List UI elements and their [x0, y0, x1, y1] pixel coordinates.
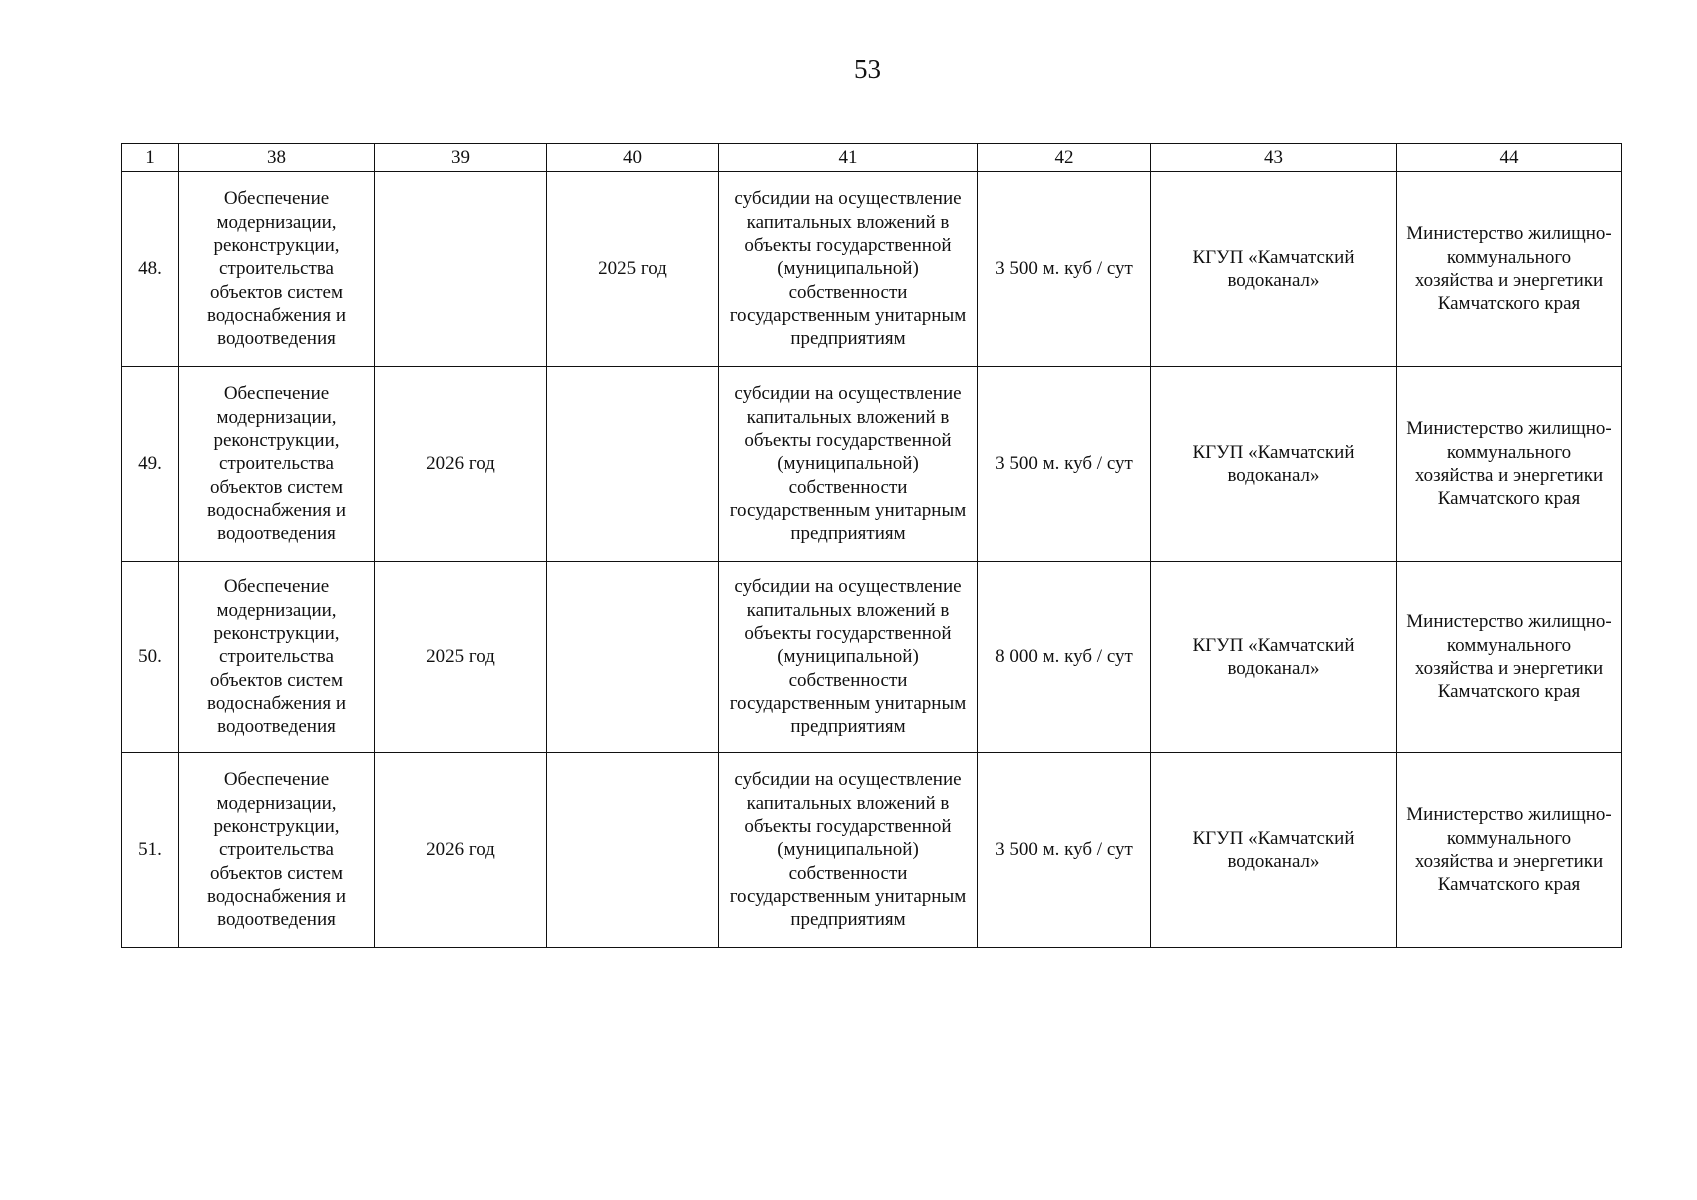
row-number: 48.: [122, 172, 179, 367]
year-39-cell: [375, 172, 547, 367]
recipient-cell: [1151, 753, 1397, 948]
year-40-cell: [547, 753, 719, 948]
goal-cell: [179, 172, 375, 367]
column-header: 1: [122, 144, 179, 172]
row-number: 51.: [122, 753, 179, 948]
program-table: [121, 143, 1622, 948]
goal-cell: [179, 562, 375, 753]
column-header: 38: [179, 144, 375, 172]
year-40-cell: [547, 562, 719, 753]
ministry-cell: [1397, 753, 1622, 948]
column-header: 44: [1397, 144, 1622, 172]
row-number: 49.: [122, 367, 179, 562]
goal-text: Обеспечение модернизации, реконструкции, строительства объектов систем водоснабжения и водоотведения: [207, 769, 346, 931]
column-header: 39: [375, 144, 547, 172]
capacity-cell: 8 000 м. куб / сут: [978, 562, 1151, 753]
year-39-cell: 2025 год: [375, 562, 547, 753]
row-number: 50.: [122, 562, 179, 753]
capacity-cell: 3 500 м. куб / сут: [978, 753, 1151, 948]
capacity-cell: 3 500 м. куб / сут: [978, 172, 1151, 367]
ministry-cell: [1397, 562, 1622, 753]
subsidy-cell: [719, 367, 978, 562]
goal-text: Обеспечение модернизации, реконструкции, строительства объектов систем водоснабжения и водоотведения: [207, 383, 346, 545]
year-40-cell: [547, 367, 719, 562]
table-header-row: [122, 144, 1622, 172]
subsidy-text: субсидии на осуществление капитальных вложений в объекты государственной (муниципальной) собственности государственным унитарным предприятиям: [729, 383, 967, 545]
table-row: [122, 172, 1622, 367]
table-row: [122, 367, 1622, 562]
recipient-text: КГУП «Камчатский водоканал»: [1192, 634, 1355, 679]
table-row: [122, 753, 1622, 948]
recipient-text: КГУП «Камчатский водоканал»: [1192, 441, 1355, 486]
page-number: 53: [854, 54, 881, 84]
year-40-cell: 2025 год: [547, 172, 719, 367]
ministry-text: Министерство жилищно- коммунального хозяйства и энергетики Камчатского края: [1406, 611, 1612, 703]
subsidy-text: субсидии на осуществление капитальных вложений в объекты государственной (муниципальной) собственности государственным унитарным предприятиям: [729, 769, 967, 931]
capacity-cell: 3 500 м. куб / сут: [978, 367, 1151, 562]
recipient-cell: [1151, 172, 1397, 367]
column-header: 40: [547, 144, 719, 172]
subsidy-text: субсидии на осуществление капитальных вложений в объекты государственной (муниципальной) собственности государственным унитарным предприятиям: [729, 188, 967, 350]
ministry-cell: [1397, 172, 1622, 367]
subsidy-cell: [719, 172, 978, 367]
ministry-text: Министерство жилищно- коммунального хозяйства и энергетики Камчатского края: [1406, 804, 1612, 896]
year-39-cell: 2026 год: [375, 367, 547, 562]
recipient-cell: [1151, 367, 1397, 562]
table-row: [122, 562, 1622, 753]
goal-cell: [179, 367, 375, 562]
recipient-cell: [1151, 562, 1397, 753]
goal-cell: [179, 753, 375, 948]
subsidy-text: субсидии на осуществление капитальных вложений в объекты государственной (муниципальной) собственности государственным унитарным предприятиям: [729, 576, 967, 738]
ministry-text: Министерство жилищно- коммунального хозяйства и энергетики Камчатского края: [1406, 223, 1612, 315]
goal-text: Обеспечение модернизации, реконструкции, строительства объектов систем водоснабжения и водоотведения: [207, 576, 346, 738]
column-header: 43: [1151, 144, 1397, 172]
recipient-text: КГУП «Камчатский водоканал»: [1192, 827, 1355, 872]
subsidy-cell: [719, 562, 978, 753]
ministry-text: Министерство жилищно- коммунального хозяйства и энергетики Камчатского края: [1406, 418, 1612, 510]
column-header: 41: [719, 144, 978, 172]
goal-text: Обеспечение модернизации, реконструкции, строительства объектов систем водоснабжения и водоотведения: [207, 188, 346, 350]
column-header: 42: [978, 144, 1151, 172]
subsidy-cell: [719, 753, 978, 948]
year-39-cell: 2026 год: [375, 753, 547, 948]
recipient-text: КГУП «Камчатский водоканал»: [1192, 246, 1355, 291]
ministry-cell: [1397, 367, 1622, 562]
